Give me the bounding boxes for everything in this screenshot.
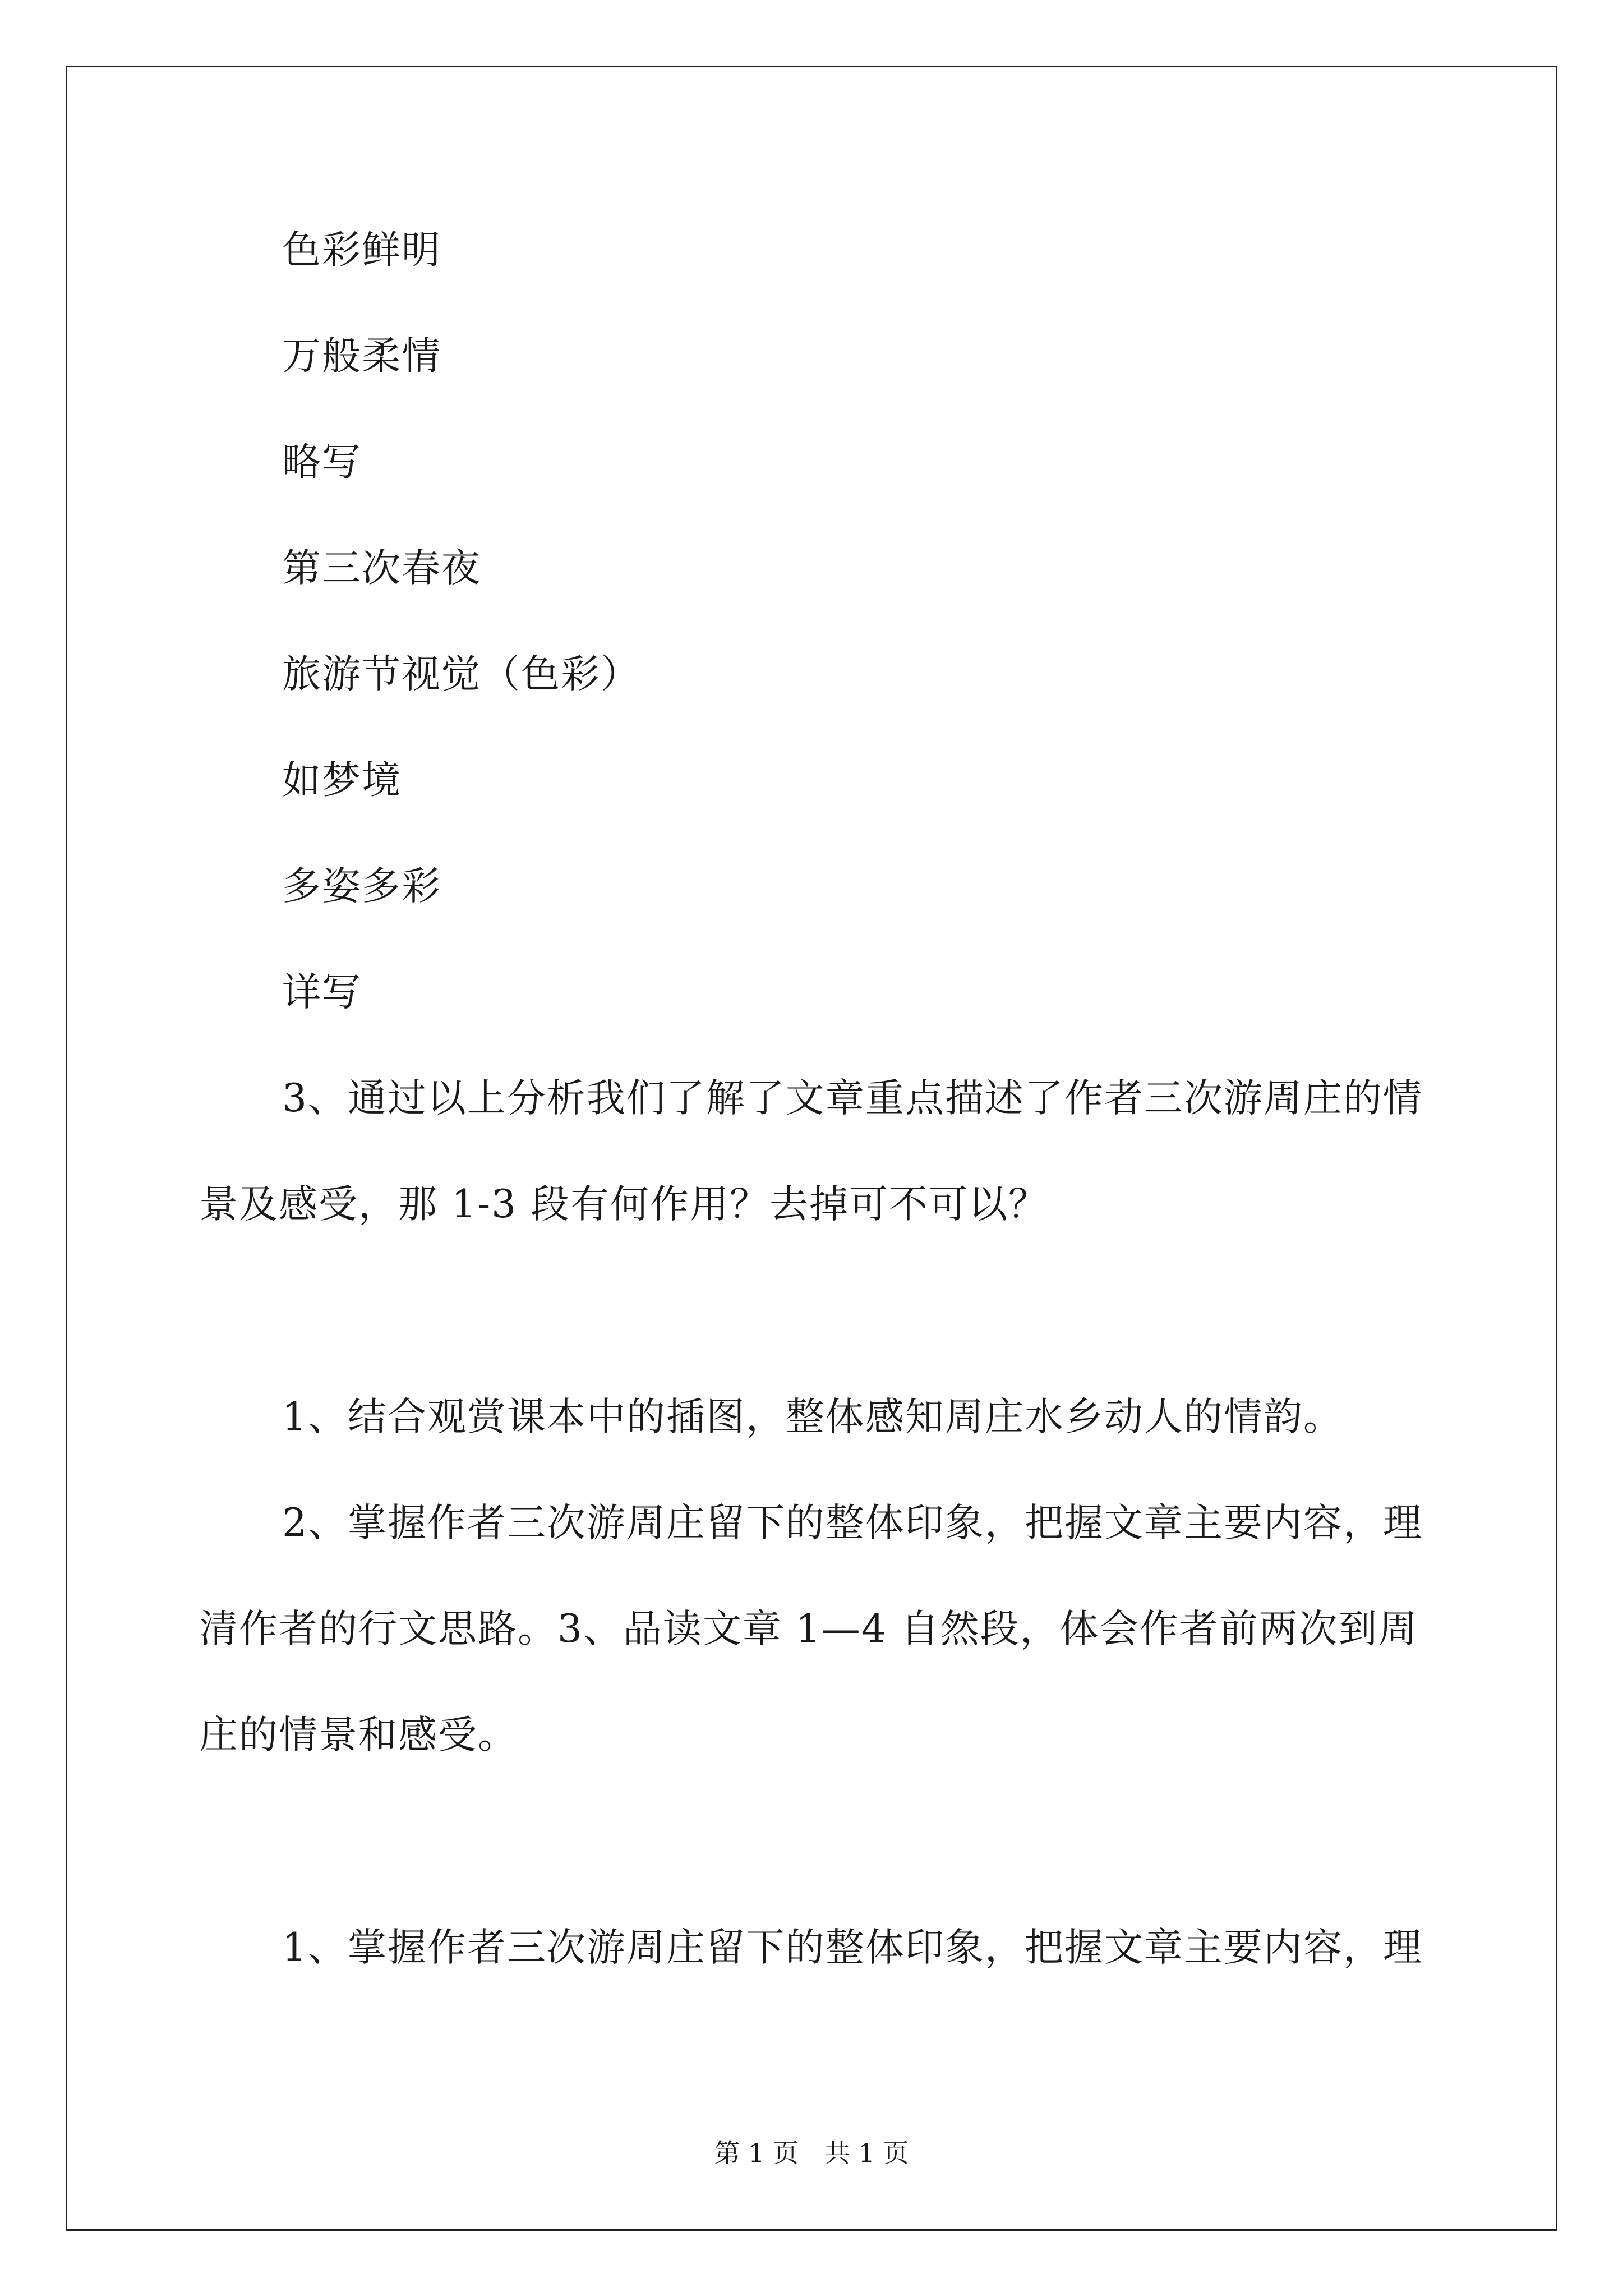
text-line: 1、掌握作者三次游周庄留下的整体印象，把握文章主要内容，理	[282, 1925, 1423, 1970]
text-line: 多姿多彩	[282, 864, 441, 909]
page-footer: 第 1 页 共 1 页	[714, 2138, 909, 2168]
text-line: 2、掌握作者三次游周庄留下的整体印象，把握文章主要内容，理	[282, 1501, 1423, 1545]
text-line: 如梦境	[282, 758, 402, 803]
text-line: 庄的情景和感受。	[199, 1713, 518, 1757]
text-line: 万般柔情	[282, 334, 441, 379]
page-border	[66, 66, 1557, 2231]
text-line: 清作者的行文思路。3、品读文章 1—4 自然段，体会作者前两次到周	[199, 1607, 1418, 1651]
text-line: 3、通过以上分析我们了解了文章重点描述了作者三次游周庄的情	[282, 1076, 1423, 1121]
text-line: 略写	[282, 440, 362, 485]
text-line: 色彩鲜明	[282, 228, 441, 273]
text-line: 旅游节视觉（色彩）	[282, 652, 640, 697]
text-line: 第三次春夜	[282, 546, 481, 591]
text-line: 详写	[282, 970, 362, 1015]
text-line: 1、结合观赏课本中的插图，整体感知周庄水乡动人的情韵。	[282, 1395, 1343, 1439]
text-line: 景及感受，那 1-3 段有何作用？去掉可不可以？	[199, 1182, 1048, 1227]
